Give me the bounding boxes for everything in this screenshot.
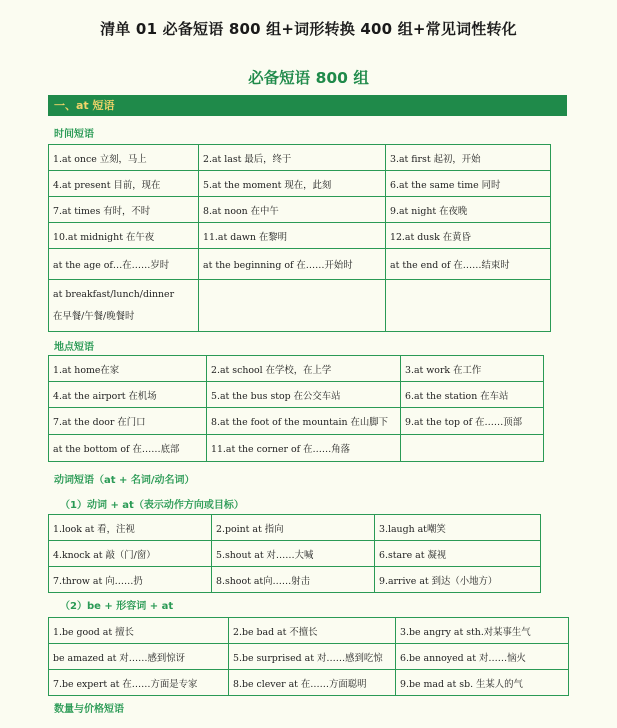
table-cell: 5.at the moment 现在，此刻 (199, 171, 386, 197)
table-cell: 7.be expert at 在……方面是专家 (49, 670, 229, 696)
table-cell: at the age of…在……岁时 (49, 249, 199, 280)
verb-at-table (48, 514, 541, 593)
table-row (49, 644, 569, 670)
table-cell-empty (199, 280, 386, 332)
table-cell: 8.shoot at向……射击 (212, 567, 375, 593)
table-row (49, 567, 541, 593)
table-row (49, 670, 569, 696)
table-cell: 4.at present 目前，现在 (49, 171, 199, 197)
table-cell: 1.look at 看，注视 (49, 515, 212, 541)
table-cell (49, 280, 199, 332)
cell-line: at breakfast/lunch/dinner (53, 288, 175, 300)
table-row (49, 197, 551, 223)
table-row (49, 515, 541, 541)
table-cell: 9.at the top of 在……顶部 (401, 408, 544, 435)
table-cell: 10.at midnight 在午夜 (49, 223, 199, 249)
table-cell: 6.at the station 在车站 (401, 382, 544, 408)
verb-phrases-label: 动词短语（at + 名词/动名词） (54, 475, 195, 486)
table-row (49, 435, 544, 462)
be-adj-at-sublabel: （2）be + 形容词 + at (60, 601, 174, 612)
table-cell: 5.be surprised at 对……感到吃惊 (229, 644, 396, 670)
table-row (49, 541, 541, 567)
table-cell: 8.at the foot of the mountain 在山脚下 (207, 408, 401, 435)
table-cell-empty (401, 435, 544, 462)
table-cell: 6.be annoyed at 对……恼火 (396, 644, 569, 670)
table-row (49, 356, 544, 382)
table-row (49, 223, 551, 249)
table-cell: 9.arrive at 到达（小地方） (375, 567, 541, 593)
table-cell: 2.point at 指向 (212, 515, 375, 541)
table-cell: 5.shout at 对……大喊 (212, 541, 375, 567)
cell-line: 在早餐/午餐/晚餐时 (53, 310, 135, 322)
price-phrases-label: 数量与价格短语 (54, 704, 124, 715)
table-cell: at the bottom of 在……底部 (49, 435, 207, 462)
time-phrases-table (48, 144, 551, 332)
table-cell: 5.at the bus stop 在公交车站 (207, 382, 401, 408)
table-cell: 3.at first 起初，开始 (386, 145, 551, 171)
table-row (49, 618, 569, 644)
table-cell: 2.at school 在学校，在上学 (207, 356, 401, 382)
table-cell: at the end of 在……结束时 (386, 249, 551, 280)
table-cell: be amazed at 对……感到惊讶 (49, 644, 229, 670)
table-cell: 7.at the door 在门口 (49, 408, 207, 435)
table-row (49, 145, 551, 171)
table-row (49, 382, 544, 408)
table-cell: 9.at night 在夜晚 (386, 197, 551, 223)
table-cell: 11.at the corner of 在……角落 (207, 435, 401, 462)
table-cell: 8.be clever at 在……方面聪明 (229, 670, 396, 696)
table-cell-empty (386, 280, 551, 332)
table-cell: 9.be mad at sb. 生某人的气 (396, 670, 569, 696)
table-cell: 1.at once 立刻，马上 (49, 145, 199, 171)
place-phrases-label: 地点短语 (54, 342, 94, 353)
table-row (49, 249, 551, 280)
table-row (49, 171, 551, 197)
table-cell: 11.at dawn 在黎明 (199, 223, 386, 249)
table-cell: 1.at home在家 (49, 356, 207, 382)
table-cell: 2.be bad at 不擅长 (229, 618, 396, 644)
be-adj-at-table (48, 617, 569, 696)
table-cell: 4.at the airport 在机场 (49, 382, 207, 408)
table-cell: 3.at work 在工作 (401, 356, 544, 382)
place-phrases-table (48, 355, 544, 462)
table-cell: 4.knock at 敲（门/窗） (49, 541, 212, 567)
table-cell: at the beginning of 在……开始时 (199, 249, 386, 280)
table-cell: 6.stare at 凝视 (375, 541, 541, 567)
table-cell: 3.laugh at嘲笑 (375, 515, 541, 541)
table-cell: 1.be good at 擅长 (49, 618, 229, 644)
table-cell: 7.at times 有时，不时 (49, 197, 199, 223)
table-cell: 3.be angry at sth.对某事生气 (396, 618, 569, 644)
table-cell: 8.at noon 在中午 (199, 197, 386, 223)
time-phrases-label: 时间短语 (54, 129, 94, 140)
table-row (49, 408, 544, 435)
verb-at-sublabel: （1）动词 + at（表示动作方向或目标） (60, 500, 244, 511)
table-cell: 2.at last 最后，终于 (199, 145, 386, 171)
table-cell: 6.at the same time 同时 (386, 171, 551, 197)
document-title: 清单 01 必备短语 800 组+词形转换 400 组+常见词性转化 (100, 20, 517, 38)
table-cell: 12.at dusk 在黄昏 (386, 223, 551, 249)
table-cell: 7.throw at 向……扔 (49, 567, 212, 593)
section-bar-at-phrases: 一、at 短语 (48, 95, 567, 116)
table-row (49, 280, 551, 332)
section-heading: 必备短语 800 组 (248, 69, 369, 87)
